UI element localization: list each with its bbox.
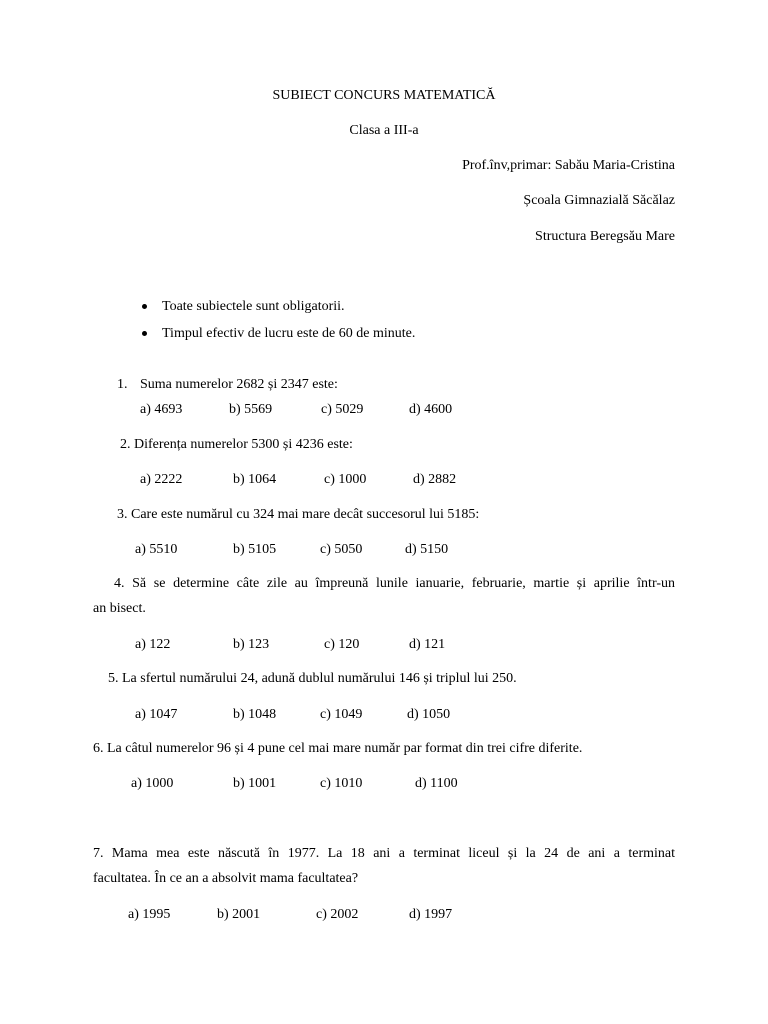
option-d: d) 1100 [415, 776, 458, 791]
option-d: d) 2882 [413, 472, 457, 487]
question-text: 5. La sfertul numărului 24, adună dublul numărului 146 și triplul lui 250. [108, 671, 517, 686]
option-b: b) 1001 [233, 776, 277, 791]
option-a: a) 4693 [140, 402, 183, 417]
bullet-icon [142, 304, 147, 309]
question-number: 1. [117, 377, 128, 392]
question-text: 4. Să se determine câte zile au împreună lunile ianuarie, februarie, martie și aprilie într-un [114, 576, 675, 591]
option-c: c) 1010 [320, 776, 363, 791]
question-text: 7. Mama mea este născută în 1977. La 18 ani a terminat liceul și la 24 de ani a terminat [93, 846, 675, 861]
bullet-icon [142, 331, 147, 336]
option-c: c) 1049 [320, 707, 363, 722]
option-a: a) 1995 [128, 907, 171, 922]
teacher-name: Prof.înv,primar: Sabău Maria-Cristina [462, 158, 675, 173]
option-c: c) 5029 [321, 402, 364, 417]
instruction-item: Toate subiectele sunt obligatorii. [162, 299, 345, 314]
question-text-continued: facultatea. În ce an a absolvit mama facultatea? [93, 871, 359, 886]
instruction-item: Timpul efectiv de lucru este de 60 de minute. [162, 326, 416, 341]
option-d: d) 1050 [407, 707, 451, 722]
option-b: b) 1064 [233, 472, 277, 487]
question-text: 3. Care este numărul cu 324 mai mare decât succesorul lui 5185: [117, 507, 480, 522]
option-d: d) 5150 [405, 542, 449, 557]
class-label: Clasa a III-a [349, 123, 419, 138]
option-d: d) 121 [409, 637, 446, 652]
question-text: 2. Diferența numerelor 5300 și 4236 este: [120, 437, 353, 452]
option-a: a) 5510 [135, 542, 178, 557]
school-name: Școala Gimnazială Săcălaz [523, 193, 675, 208]
question-text: Suma numerelor 2682 și 2347 este: [140, 377, 338, 392]
option-c: c) 5050 [320, 542, 363, 557]
option-a: a) 1000 [131, 776, 174, 791]
option-c: c) 120 [324, 637, 360, 652]
option-a: a) 2222 [140, 472, 183, 487]
option-c: c) 2002 [316, 907, 359, 922]
option-b: b) 123 [233, 637, 270, 652]
option-a: a) 122 [135, 637, 171, 652]
option-b: b) 1048 [233, 707, 277, 722]
option-b: b) 5105 [233, 542, 277, 557]
option-b: b) 5569 [229, 402, 273, 417]
structure-name: Structura Beregsău Mare [535, 229, 675, 244]
question-text: 6. La câtul numerelor 96 și 4 pune cel mai mare număr par format din trei cifre diferite. [93, 741, 583, 756]
option-b: b) 2001 [217, 907, 261, 922]
option-d: d) 4600 [409, 402, 453, 417]
option-c: c) 1000 [324, 472, 367, 487]
page-title: SUBIECT CONCURS MATEMATICĂ [272, 88, 496, 103]
question-text-continued: an bisect. [93, 601, 146, 616]
option-a: a) 1047 [135, 707, 178, 722]
option-d: d) 1997 [409, 907, 453, 922]
